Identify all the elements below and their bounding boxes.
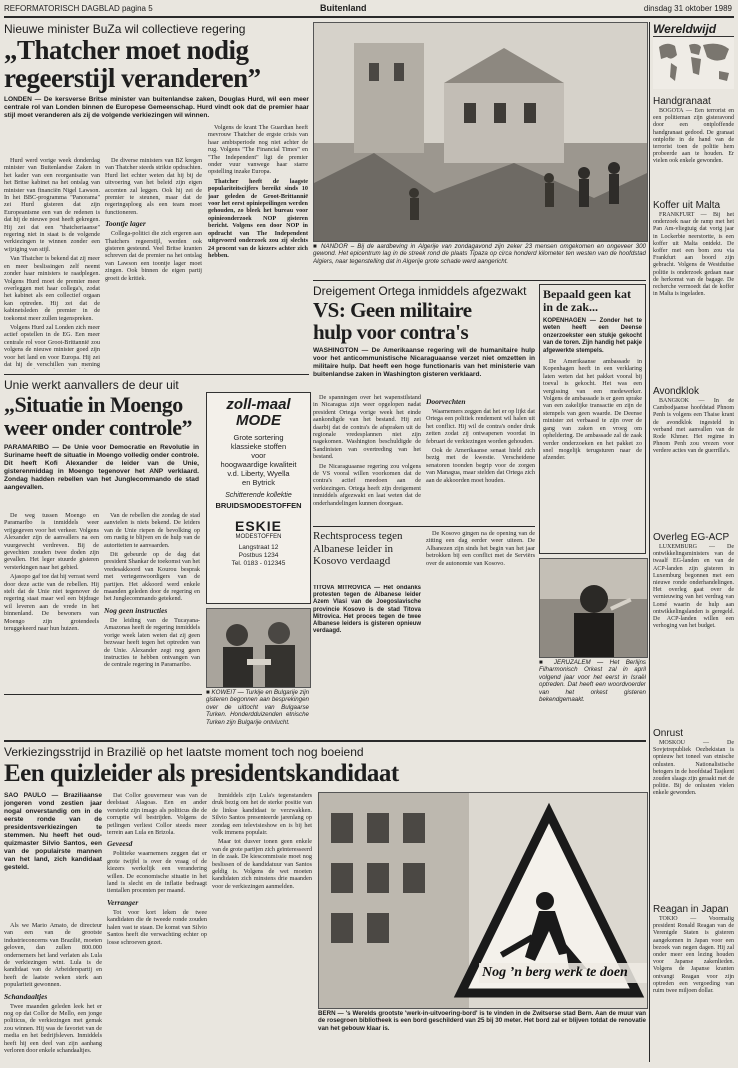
- story5-kicker: Verkiezingsstrijd in Brazilië op het laatste moment toch nog boeiend: [4, 745, 364, 759]
- story3-subhead: Nog geen instructies: [104, 605, 168, 615]
- story3-headline: „Situatie in Moengo weer onder controle”: [4, 392, 192, 440]
- section-title: Buitenland: [320, 3, 367, 13]
- story4-body: De Kosovo gingen na de opening van de zitting een dag eerder weer uiteen. De Albanezen zijn sinds het begin van het jaar betrokken bij een conflict met de Serviërs over de autonomie van Kosovo.: [426, 530, 535, 567]
- photo-ministers: [206, 608, 311, 688]
- story3-column-2: Van de rebellen die zondag de stad aanvielen is niets bekend. De leiders van de Unie riepen de bevolking op om rustig te blijven en de hulp van de autoriteiten te aanvaarden. Dit gebeurde op de dag dat president Shankar de toekomst van het vredesakkoord van Kourou besprak met vertegenwoordigers van de partijen. Het akkoord werd enkele maanden geleden door de regering en het Junglecommando getekend. Nog geen instructies De leiding van de Tucayana-Amazonas heeft de regering inmiddels vorige week laten weten dat zij geen bezwaar heeft tegen het optreden van de Unie. Alexander zegt nog geen instructies te hebben ontvangen van de centrale regering in Paramaribo.: [104, 512, 200, 669]
- story2-subhead: Doorvechten: [426, 397, 466, 406]
- story1-headline: „Thatcher moet nodig regeerstijl veranderen”: [4, 35, 261, 93]
- story2-column-2: Doorvechten Waarnemers zeggen dat het er op lijkt dat Ortega een politiek rendement wil halen uit het conflict. Hij wil de contra's onder druk zetten zodat zij ontwapenen voordat in februari de verkiezingen worden gehouden. Ook de Amerikaanse senaat hield zich bezig met de kwestie. Verscheidene senatoren toonden begrip voor de zorgen van Managua, maar stelden dat Ortega zich aan de akkoorden moet houden.: [426, 397, 535, 484]
- photo-ministers-caption: ■ KOWEIT — Turkije en Bulgarije zijn gisteren begonnen aan besprekingen over de uittocht van Bulgaarse Turken. Honderdduizenden etnische Turken zijn Bulgarije ontvlucht.: [206, 689, 309, 726]
- story2-rule: [313, 280, 646, 281]
- story5-subhead-3: Verranger: [107, 897, 139, 907]
- story4-lead: TITOVA MITROVICA — Het ondanks protesten tegen de Albanese leider Azem Vlasi van de Joegoslavische provincie Kosovo is de stad Titova Mitrovica. Het proces tegen de twee Albanese leiders is gisteren opnieuw verdaagd.: [313, 585, 421, 635]
- story4-headline: Rechtsprocess tegen Albanese leider in Kosovo verdaagd: [313, 530, 403, 567]
- photo-orchestra: [539, 558, 648, 658]
- story2-headline: VS: Geen militaire hulp voor contra's: [313, 298, 472, 344]
- photo-bern-overlay: Nog ’n berg werk te doen: [479, 963, 648, 983]
- paper-name: REFORMATORISCH DAGBLAD pagina 5: [4, 4, 153, 13]
- story5-rule-left: [4, 694, 202, 695]
- story5-headline: Een quizleider als presidentskandidaat: [4, 760, 399, 787]
- page-date: dinsdag 31 oktober 1989: [643, 4, 732, 13]
- story5-column-1: Als we Mario Amato, de directeur van een van de grootste industrieconcerns van Brazilië, moeten geloven, dan zullen 800.000 ondernemers het land verlaten als Lula de verkiezingen wint. Lula is de kandidaat van de Arbeiderspartij en heeft de laatste weken sterk aan populariteit gewonnen. Schandaaltjes Twee maanden geleden leek het er nog op dat Collor de Mello, een jonge politicus, de verkiezingen met gemak zou winnen. Hij was de favoriet van de media en het bedrijfsleven. Inmiddels heeft hij een deel van zijn aanhang verloren door enkele schandaaltjes.: [4, 922, 102, 1055]
- story3-kicker: Unie werkt aanvallers de deur uit: [4, 378, 179, 392]
- ad-brand: ESKIE: [234, 518, 282, 534]
- story5-column-2: Dat Collor gouverneur was van de deelstaat Alagoas. Een en ander versterkt zijn imago als politicus die de corruptie wil bestrijden. Volgens de peilingen verliest Collor steeds meer terrein aan Lula en Brizola. Geveesd Politieke waarnemers zeggen dat er grote twijfel is over de vraag of de kiezers werkelijk een verandering willen. De economische situatie in het land is slecht en de inflatie bedraagt tientallen procenten per maand. Verranger Tot voor kort leken de twee kandidaten die de tweede ronde zouden halen vast te staan. De komst van Silvio Santos heeft die verwachting echter op losse schroeven gezet.: [107, 792, 207, 946]
- ministers-image: [207, 609, 310, 687]
- story5-rule: [4, 740, 646, 742]
- story2-column-1: De spanningen over het wapenstilstand in Nicaragua zijn weer opgelopen nadat president Ortega vorige week het einde aankondigde van het bestand. Hij zei daarbij dat de contra's de afspraken uit de regionale vredesplannen niet zijn nagekomen. Washington beschuldigde de Sandinisten van overtreding van het bestand. De Nicaraguaanse regering zou volgens de VS vooral willen voorkomen dat de contra's actief meedoen aan de verkiezingen. Ortega heeft zijn dreigement inmiddels afgezwakt en laat weten dat de onderhandelingen kunnen doorgaan.: [313, 394, 421, 507]
- wereldwijd-list: [653, 96, 734, 1062]
- photo-bern-caption: BERN — 's Werelds grootste 'werk-in-uitvoering-bord' is te vinden in de Zwitserse stad Bern. Aan de muur van de rosegroen bibliotheek is een bord geschilderd van 25 bij 30 meter. Het bord zal er blijven totdat de renovatie van het gebouw klaar is.: [318, 1010, 646, 1032]
- story1-kicker: Nieuwe minister BuZa wil collectieve regering: [4, 22, 246, 36]
- photo-earthquake: [313, 22, 648, 242]
- story5-column-3: Inmiddels zijn Lula's tegenstanders druk bezig om het de sterke positie van de linkse kandidaat te verzwakken. Silvio Santos presenteerde jarenlang op zondag een televisieshow en is bij het volk immens populair. Maar tot dusver tonen geen enkele van de grote partijen zich geïnteresseerd in de zaak. De kiescommissie moet nog beslissen of de kandidatuur van Santos geldig is. Volgens de wet moeten kandidaten zich minstens drie maanden voor de verkiezingen aanmelden.: [212, 792, 312, 890]
- orchestra-image: [540, 559, 647, 657]
- world-map-icon: [653, 37, 734, 89]
- story5-lead: SAO PAULO — Braziliaanse jongeren vond zestien jaar nogal onverstandig om in de eerste ronde van de presidentsverkiezingen te stemmen. Nu heeft het oud-quizmaster Silvio Santos, een van de populairste mannen van het land, zich kandidaat gesteld.: [4, 792, 102, 871]
- story5-subhead-1: Schandaaltjes: [4, 991, 48, 1001]
- wereldwijd-logo: Wereldwijd: [653, 22, 734, 37]
- wereldwijd-item: Reagan in Japan TOKIO — Voormalig president Ronald Reagan van de Verenigde Staten is gisteren aangekomen in Japan voor een bezoek van negen dagen. Hij zal onder meer een lezing houden voor Japanse zakenlieden. Volgens de Japanse kranten ontvangt Reagan voor zijn optreden een vergoeding van ruim twee miljoen dollar.: [653, 904, 734, 995]
- story2-lead: WASHINGTON — De Amerikaanse regering wil de humanitaire hulp voor het anticommunistische Nicaraguaanse verzet niet omzetten in militaire hulp. Dat heeft een hoge functionaris van het ministerie van buitenlandse zaken in Washington gisteren verklaard.: [313, 347, 535, 378]
- box-bepaald: [539, 284, 646, 554]
- photo-earthquake-caption: ■ NANDOR – Bij de aardbeving in Algerije van zondagavond zijn zeker 23 mensen omgekomen en ongeveer 300 gewond. Het epicentrum lag in de streek rond de plaats Tipaza op circa honderd kilometer ten westen van de hoofdstad Algiers, naar tegenstelling dat in Algerije grote schade werd aangericht.: [313, 243, 646, 265]
- wereldwijd-item: Koffer uit Malta FRANKFURT — Bij het onderzoek naar de ramp met het Pan Am-vliegtuig dat vorig jaar in Lockerbie neerstortte, is een koffer uit Malta ontdekt. De koffer met een bom zou via Frankfurt aan boord zijn gebracht. Volgens de Westduitse politie is onderzoek gedaan naar de herkomst van de bagage. De recherche vermoedt dat de koffer in Malta is ingeladen.: [653, 200, 734, 298]
- box-bepaald-lead: KOPENHAGEN — Zonder het te weten heeft een Deense onzerzoekster een stukje gekocht van de toren. Zijn handig het pakje afgewerkte stempels.: [543, 318, 642, 354]
- box-bepaald-headline: Bepaald geen kat in de zak...: [543, 287, 632, 314]
- story1-subhead: Toontje lager: [105, 219, 146, 229]
- wereldwijd-header: [653, 22, 734, 92]
- story4-rule: [313, 526, 535, 527]
- story3-column-1: De weg tussen Moengo en Paramaribo is inmiddels weer vrijgegeven voor het verkeer. Volgens Alexander zijn de aanvallers na een vuurgevecht verdreven. Bij de gevechten zouden twee doden zijn gevallen. Het leger stuurde gisteren versterkingen naar het gebied. Ajasopo gaf toe dat hij verrast werd door deze actie van de rebellen. Hij stelt dat de Unie niet tegenover de regering staat maar wel een bijdrage wil leveren aan de vrede in het binnenland. De bewoners van Moengo zijn grotendeels teruggekeerd naar hun huizen.: [4, 512, 99, 633]
- advertisement: zoll-maal MODE Grote sortering klassieke stoffen voor hoogwaardige kwaliteit v.d. Liberty, Wyella en Bytrick Schitterende kollektie BRUIDSMODESTOFFEN ESKIE MODESTOFFEN Langstraat 12 Postbus 1234 Tel. 0183 - 012345: [206, 392, 311, 604]
- photo-bern-sign: [318, 792, 648, 1009]
- story5-subhead-2: Geveesd: [107, 839, 133, 849]
- story3-rule: [4, 374, 309, 375]
- wereldwijd-item: Avondklok BANGKOK — In de Cambodjaanse hoofdstad Phnom Penh is volgens een Thaise krant de avondklok ingesteld in verband met aanvallen van de Rode Khmer. Het regime in Phnom Penh zou vrezen voor verdere acties van de guerrilla's.: [653, 386, 734, 455]
- story1-lead: LONDEN — De kersverse Britse minister van buitenlandse zaken, Douglas Hurd, wil een meer centrale rol van Londen binnen de Europese Gemeenschap. Hurd vindt ook dat de premier haar stijl moet veranderen als zij de volgende verkiezingen wil winnen.: [4, 96, 309, 119]
- wereldwijd-item: Handgranaat BOGOTA — Een terrorist en een politieman zijn gisteravond door een ontploffende handgranaat gedood. De granaat ontplofte in de hand van de terrorist toen de politie hem probeerde aan te houden. Er vielen ook enkele gewonden.: [653, 96, 734, 165]
- sidebar-divider: [649, 22, 650, 1062]
- photo-orchestra-caption: ■ JERUZALEM — Het Berlijns Filharmonisch Orkest zal in april volgend jaar voor het eerst in Israël optreden. Dat heeft een woordvoerder van het orkest gisteren bekendgemaakt.: [539, 659, 646, 704]
- wereldwijd-item: Overleg EG-ACP LUXEMBURG — De ontwikkelingsministers van de twaalf EG-landen en van de ACP-landen zijn gisteren in Luxemburg begonnen met een nieuwe ronde onderhandelingen. Het overleg gaat over de vernieuwing van het verdrag van Lomé waarin de hulp aan ontwikkelingslanden is geregeld. De ACP-landen willen een verhoging van het budget.: [653, 532, 734, 630]
- masthead-rule: [4, 16, 734, 18]
- earthquake-image: [314, 23, 647, 241]
- story1-column-3: Volgens de krant The Guardian heeft mevrouw Thatcher de ergste crisis van haar ambtsperiode nog niet achter de rug. Volgens "The Financial Times" en "The Independent" ligt de premier onder vuur vanwege haar starre opstelling inzake Europa. Thatcher heeft de laagste populariteitscijfers bereikt sinds 10 jaar geleden de Groot-Brittannië voor het eerst opiniepeilingen werden gehouden, zo bleek het bureau voor opinieonderzoek NOP gisteren bericht. Volgens een door NOP in opdracht van The Independent uitgevoerd onderzoek zou zij slechts 24 procent van de kiezers achter zich hebben.: [208, 124, 308, 259]
- box-bepaald-body: De Amerikaanse ambassade in Kopenhagen heeft in een verklaring laten weten dat het pakket vooral bij toeval is gekocht. Het was een vergissing van een medewerker. Volgens de ambassade is er geen sprake van een zakelijke transactie en zijn de stempels van geen waarde. De Deense minister zei verbaasd te zijn over de gang van zaken en vroeg om opheldering. De ambassade zal de zaak verder onderzoeken en het pakket zo snel mogelijk terugsturen naar de afzender.: [543, 358, 642, 462]
- story1-column-2: De diverse ministers van BZ kregen van Thatcher steeds strikte opdrachten. Hurd liet echter weten dat hij bij de uitvoering van het beleid zijn eigen accenten zal leggen. Ook hij zei de premier te steunen, maar dat de regeringsploeg als een team moet functioneren. Toontje lager Collega-politici die zich ergeren aan Thatchers regeerstijl, werden ook gisteren gesteund. Veel Britse kranten schreven dat de premier na het ontslag van Lawson een toontje lager moet zingen. Ook binnen de eigen partij groeit de kritiek.: [105, 157, 202, 282]
- story3-lead: PARAMARIBO — De Unie voor Democratie en Revolutie in Suriname heeft de situatie in Moengo volledig onder controle. Dit heeft Kofi Alexander de leider van de Unie, gisterenmiddag in Moengo tegenover het ANP verklaard. Zondag hadden rebellen van het Junglecommando de stad aangevallen.: [4, 444, 199, 491]
- wereldwijd-item: Onrust MOSKOU — De Sovjetrepubliek Oezbekistan is opnieuw het toneel van etnische onlusten. Nationalistische betogers in de hoofdstad Tasjkent zouden slaags zijn geraakt met de politie. Bij de onlusten vielen enkele gewonden.: [653, 728, 734, 797]
- story1-column-1: Hurd werd vorige week donderdag minister van Buitenlandse Zaken in het kader van een reorganisatie van het Britse kabinet na het ontslag van minister van financiën Nigel Lawson. In het BBC-programma "Panorama" zei Hurd gisteren dat zijn Europeanisme een van de redenen is dat hij de nieuwe post heeft gekregen. Hij zei dat een "thatcheriaanse" regering niet in staat is de volgende verkiezingen te winnen zonder een wijziging van stijl. Van Thatcher is bekend dat zij meer en meer beslissingen zelf neemt zonder haar ministers te raadplegen. Volgens Hurd moet de premier meer overleggen met haar collega's, zodat het kabinet als een collectief orgaan kan optreden. Hij zei dat de kabinetsleden de premier in de toekomst meer zullen tegenspreken. Volgens Hurd zal Londen zich meer actief opstellen in de EG. Een meer centrale rol voor Groot-Brittannië zou volgens de nieuwe minister goed zijn voor het land en voor Europa. Hij zei dat hij de verschillen van mening: [4, 157, 100, 368]
- ad-logo: zoll-maal MODE: [226, 396, 291, 429]
- story2-kicker: Dreigement Ortega inmiddels afgezwakt: [313, 284, 527, 298]
